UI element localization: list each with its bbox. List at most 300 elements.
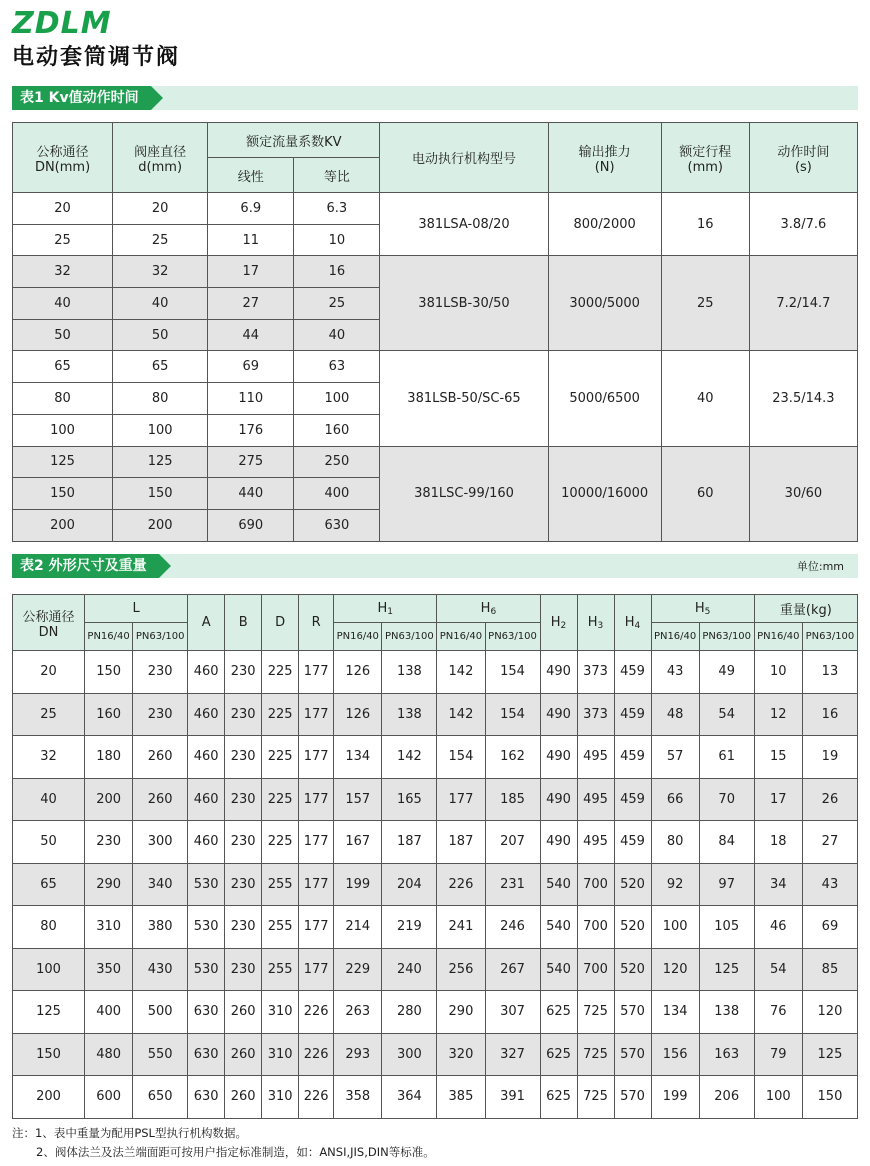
table-cell: 520 [614, 863, 651, 906]
header-time: 动作时间 (s) [749, 123, 857, 193]
table-cell: 125 [699, 948, 754, 991]
table-cell: 15 [754, 736, 802, 779]
table-cell: 520 [614, 906, 651, 949]
table-cell: 230 [225, 651, 262, 694]
table-cell: 105 [699, 906, 754, 949]
group-stroke-cell: 40 [661, 351, 749, 446]
table-cell: 459 [614, 736, 651, 779]
table-cell: 18 [754, 821, 802, 864]
table-cell: 440 [208, 478, 294, 510]
table-cell: 177 [299, 651, 334, 694]
table-cell: 142 [437, 693, 485, 736]
table-cell: 154 [485, 651, 540, 694]
table-cell: 17 [754, 778, 802, 821]
table-cell: 231 [485, 863, 540, 906]
table-cell: 310 [262, 1076, 299, 1119]
table-cell: 187 [382, 821, 437, 864]
table-cell: 207 [485, 821, 540, 864]
kv-table [12, 122, 858, 542]
table-cell: 97 [699, 863, 754, 906]
table-cell: 142 [382, 736, 437, 779]
table-cell: 480 [85, 1033, 133, 1076]
table-cell: 65 [13, 351, 113, 383]
table-cell: 100 [13, 948, 85, 991]
header-D: D [262, 595, 299, 651]
table-cell: 100 [294, 383, 380, 415]
table-cell: 126 [334, 693, 382, 736]
group-thrust-cell: 3000/5000 [548, 256, 661, 351]
table-cell: 530 [188, 863, 225, 906]
table-cell: 320 [437, 1033, 485, 1076]
table-cell: 200 [13, 509, 113, 541]
table-cell: 275 [208, 446, 294, 478]
table-cell: 226 [299, 991, 334, 1034]
group-actuator-cell: 381LSA-08/20 [380, 193, 548, 256]
table-cell: 459 [614, 821, 651, 864]
table-cell: 20 [13, 651, 85, 694]
table-cell: 177 [299, 693, 334, 736]
table-cell: 150 [802, 1076, 857, 1119]
table-cell: 380 [133, 906, 188, 949]
table-cell: 690 [208, 509, 294, 541]
header-linear: 线性 [208, 158, 294, 193]
table-cell: 100 [651, 906, 699, 949]
page-title: 电动套筒调节阀 [12, 45, 181, 70]
table-cell: 57 [651, 736, 699, 779]
table-cell: 267 [485, 948, 540, 991]
table-cell: 290 [437, 991, 485, 1034]
table-cell: 630 [294, 509, 380, 541]
table-cell: 80 [13, 906, 85, 949]
header-kv: 额定流量系数KV [208, 123, 380, 158]
table-cell: 66 [651, 778, 699, 821]
table-cell: 540 [540, 863, 577, 906]
table-cell: 177 [299, 821, 334, 864]
table-row [13, 351, 858, 383]
table-cell: 240 [382, 948, 437, 991]
table-cell: 25 [294, 288, 380, 320]
table-cell: 230 [225, 821, 262, 864]
table-cell: 163 [699, 1033, 754, 1076]
table-cell: 255 [262, 863, 299, 906]
table-cell: 230 [85, 821, 133, 864]
table-cell: 20 [13, 193, 113, 225]
header-R: R [299, 595, 334, 651]
header-actuator: 电动执行机构型号 [380, 123, 548, 193]
table-cell: 260 [225, 1076, 262, 1119]
table-cell: 16 [294, 256, 380, 288]
table-cell: 625 [540, 1033, 577, 1076]
group-time-cell: 3.8/7.6 [749, 193, 857, 256]
table-cell: 230 [225, 736, 262, 779]
table-cell: 229 [334, 948, 382, 991]
table-cell: 459 [614, 778, 651, 821]
table-cell: 69 [208, 351, 294, 383]
table-cell: 26 [802, 778, 857, 821]
table-cell: 630 [188, 991, 225, 1034]
table-cell: 460 [188, 821, 225, 864]
table-cell: 12 [754, 693, 802, 736]
table-cell: 69 [802, 906, 857, 949]
table-cell: 225 [262, 736, 299, 779]
table-cell: 180 [85, 736, 133, 779]
note-line-1: 注：1、表中重量为配用PSL型执行机构数据。 [12, 1126, 247, 1140]
table-cell: 70 [699, 778, 754, 821]
table-cell: 134 [334, 736, 382, 779]
table-cell: 27 [208, 288, 294, 320]
table-cell: 61 [699, 736, 754, 779]
table-cell: 725 [577, 991, 614, 1034]
table-row [13, 821, 858, 864]
table-cell: 50 [13, 821, 85, 864]
header-B: B [225, 595, 262, 651]
header-A: A [188, 595, 225, 651]
table-cell: 6.3 [294, 193, 380, 225]
table-cell: 43 [651, 651, 699, 694]
table-cell: 200 [85, 778, 133, 821]
table-cell: 80 [113, 383, 208, 415]
table-cell: 167 [334, 821, 382, 864]
table-cell: 44 [208, 319, 294, 351]
table-cell: 327 [485, 1033, 540, 1076]
table-row [13, 1033, 858, 1076]
header-H5-pn63100: PN63/100 [699, 623, 754, 651]
table-cell: 32 [13, 736, 85, 779]
table-cell: 530 [188, 948, 225, 991]
table-cell: 260 [133, 778, 188, 821]
group-actuator-cell: 381LSC-99/160 [380, 446, 548, 541]
table-cell: 340 [133, 863, 188, 906]
table-cell: 125 [802, 1033, 857, 1076]
table-cell: 520 [614, 948, 651, 991]
table-cell: 540 [540, 906, 577, 949]
table-cell: 495 [577, 778, 614, 821]
section-bar-table2 [12, 554, 858, 578]
group-time-cell: 30/60 [749, 446, 857, 541]
table-cell: 6.9 [208, 193, 294, 225]
header-weight-pn63100: PN63/100 [802, 623, 857, 651]
table-cell: 310 [262, 1033, 299, 1076]
table-cell: 49 [699, 651, 754, 694]
table-cell: 34 [754, 863, 802, 906]
table-cell: 246 [485, 906, 540, 949]
table-cell: 187 [437, 821, 485, 864]
table-cell: 230 [225, 906, 262, 949]
table-cell: 206 [699, 1076, 754, 1119]
table-cell: 310 [262, 991, 299, 1034]
header-H1-pn1640: PN16/40 [334, 623, 382, 651]
table-cell: 150 [85, 651, 133, 694]
table-cell: 27 [802, 821, 857, 864]
table-cell: 54 [699, 693, 754, 736]
table-cell: 260 [225, 1033, 262, 1076]
table-cell: 307 [485, 991, 540, 1034]
header-H3: $H_3$ [577, 595, 614, 651]
table-cell: 430 [133, 948, 188, 991]
unit-label: 单位:mm [796, 560, 844, 573]
table-cell: 80 [13, 383, 113, 415]
header-H4: $H_4$ [614, 595, 651, 651]
table-cell: 630 [188, 1076, 225, 1119]
table-cell: 142 [437, 651, 485, 694]
table-cell: 176 [208, 414, 294, 446]
table-cell: 25 [113, 224, 208, 256]
table-cell: 225 [262, 693, 299, 736]
section-bar-table1 [12, 86, 858, 110]
brand-logo: ZDLM [12, 6, 112, 41]
table-cell: 204 [382, 863, 437, 906]
table-cell: 65 [113, 351, 208, 383]
table-cell: 725 [577, 1076, 614, 1119]
table-cell: 625 [540, 1076, 577, 1119]
table-cell: 490 [540, 651, 577, 694]
header-H6: $H_6$ [437, 595, 540, 623]
table-cell: 126 [334, 651, 382, 694]
table-cell: 230 [225, 778, 262, 821]
table-cell: 125 [13, 991, 85, 1034]
table-cell: 459 [614, 693, 651, 736]
table-cell: 11 [208, 224, 294, 256]
table-cell: 230 [133, 693, 188, 736]
table-cell: 650 [133, 1076, 188, 1119]
table-cell: 225 [262, 778, 299, 821]
header-weight: 重量(kg) [754, 595, 857, 623]
table-cell: 256 [437, 948, 485, 991]
header-L-pn1640: PN16/40 [85, 623, 133, 651]
table-cell: 495 [577, 736, 614, 779]
table-cell: 250 [294, 446, 380, 478]
header-H5-pn1640: PN16/40 [651, 623, 699, 651]
header-seat: 阀座直径 d(mm) [113, 123, 208, 193]
header-equal: 等比 [294, 158, 380, 193]
table-cell: 50 [113, 319, 208, 351]
group-time-cell: 7.2/14.7 [749, 256, 857, 351]
header-dn: 公称通径 DN [13, 595, 85, 651]
table-cell: 125 [113, 446, 208, 478]
table-cell: 177 [299, 778, 334, 821]
table-cell: 500 [133, 991, 188, 1034]
table-cell: 25 [13, 224, 113, 256]
header-L: L [85, 595, 188, 623]
table-cell: 120 [651, 948, 699, 991]
table-cell: 177 [299, 906, 334, 949]
table-cell: 230 [225, 948, 262, 991]
table-row [13, 651, 858, 694]
table-row [13, 256, 858, 288]
table-cell: 32 [13, 256, 113, 288]
table-cell: 400 [85, 991, 133, 1034]
table-cell: 65 [13, 863, 85, 906]
table-cell: 263 [334, 991, 382, 1034]
table-cell: 120 [802, 991, 857, 1034]
table-cell: 391 [485, 1076, 540, 1119]
table-cell: 100 [754, 1076, 802, 1119]
table-cell: 570 [614, 1076, 651, 1119]
group-thrust-cell: 800/2000 [548, 193, 661, 256]
table-cell: 540 [540, 948, 577, 991]
table-cell: 63 [294, 351, 380, 383]
header-H6-pn1640: PN16/40 [437, 623, 485, 651]
table-cell: 358 [334, 1076, 382, 1119]
table-cell: 199 [334, 863, 382, 906]
table-cell: 700 [577, 906, 614, 949]
table-cell: 110 [208, 383, 294, 415]
table-cell: 460 [188, 693, 225, 736]
table-cell: 310 [85, 906, 133, 949]
table-row [13, 446, 858, 478]
table-cell: 17 [208, 256, 294, 288]
table-cell: 225 [262, 821, 299, 864]
table-cell: 490 [540, 693, 577, 736]
table-cell: 10 [754, 651, 802, 694]
table-cell: 200 [113, 509, 208, 541]
table-cell: 630 [188, 1033, 225, 1076]
table-cell: 79 [754, 1033, 802, 1076]
notes [12, 1124, 435, 1162]
table-cell: 100 [13, 414, 113, 446]
table-cell: 43 [802, 863, 857, 906]
table-cell: 177 [299, 863, 334, 906]
table-cell: 230 [225, 863, 262, 906]
table-cell: 177 [437, 778, 485, 821]
table-cell: 600 [85, 1076, 133, 1119]
table-cell: 230 [133, 651, 188, 694]
table-cell: 300 [133, 821, 188, 864]
table-cell: 260 [133, 736, 188, 779]
table-cell: 13 [802, 651, 857, 694]
table-cell: 495 [577, 821, 614, 864]
group-stroke-cell: 16 [661, 193, 749, 256]
table-cell: 54 [754, 948, 802, 991]
table-cell: 32 [113, 256, 208, 288]
header-stroke: 额定行程 (mm) [661, 123, 749, 193]
group-actuator-cell: 381LSB-50/SC-65 [380, 351, 548, 446]
table-cell: 46 [754, 906, 802, 949]
table-cell: 92 [651, 863, 699, 906]
table-cell: 700 [577, 863, 614, 906]
table-cell: 459 [614, 651, 651, 694]
table-cell: 725 [577, 1033, 614, 1076]
table-cell: 290 [85, 863, 133, 906]
table-cell: 185 [485, 778, 540, 821]
group-stroke-cell: 25 [661, 256, 749, 351]
table-row [13, 693, 858, 736]
table-cell: 400 [294, 478, 380, 510]
table-cell: 260 [225, 991, 262, 1034]
table-cell: 150 [113, 478, 208, 510]
header-weight-pn1640: PN16/40 [754, 623, 802, 651]
table-cell: 490 [540, 736, 577, 779]
table-cell: 373 [577, 651, 614, 694]
table-cell: 550 [133, 1033, 188, 1076]
table-cell: 373 [577, 693, 614, 736]
table-cell: 255 [262, 906, 299, 949]
table-cell: 350 [85, 948, 133, 991]
table-cell: 20 [113, 193, 208, 225]
table-cell: 50 [13, 319, 113, 351]
table-cell: 177 [299, 948, 334, 991]
header-H5: $H_5$ [651, 595, 754, 623]
table-cell: 385 [437, 1076, 485, 1119]
table-cell: 460 [188, 651, 225, 694]
section-label-table2: 表2 外形尺寸及重量 [12, 554, 159, 578]
table-cell: 293 [334, 1033, 382, 1076]
table-cell: 85 [802, 948, 857, 991]
table-cell: 154 [437, 736, 485, 779]
header-dn: 公称通径 DN(mm) [13, 123, 113, 193]
table-cell: 157 [334, 778, 382, 821]
table-cell: 48 [651, 693, 699, 736]
table-cell: 199 [651, 1076, 699, 1119]
table-cell: 165 [382, 778, 437, 821]
table-cell: 160 [85, 693, 133, 736]
group-stroke-cell: 60 [661, 446, 749, 541]
table-cell: 154 [485, 693, 540, 736]
table-cell: 16 [802, 693, 857, 736]
table-cell: 490 [540, 778, 577, 821]
table-cell: 226 [437, 863, 485, 906]
table-cell: 84 [699, 821, 754, 864]
table-cell: 241 [437, 906, 485, 949]
table-row [13, 948, 858, 991]
table-cell: 226 [299, 1076, 334, 1119]
table-cell: 490 [540, 821, 577, 864]
table-cell: 700 [577, 948, 614, 991]
table-cell: 300 [382, 1033, 437, 1076]
note-line-2: 2、阀体法兰及法兰端面距可按用户指定标准制造，如：ANSI,JIS,DIN等标准。 [36, 1145, 435, 1159]
table-cell: 138 [382, 651, 437, 694]
header-thrust: 输出推力 (N) [548, 123, 661, 193]
header-L-pn63100: PN63/100 [133, 623, 188, 651]
table-cell: 40 [113, 288, 208, 320]
table-cell: 225 [262, 651, 299, 694]
table-cell: 230 [225, 693, 262, 736]
table-cell: 214 [334, 906, 382, 949]
table-cell: 200 [13, 1076, 85, 1119]
table-cell: 364 [382, 1076, 437, 1119]
table-cell: 40 [13, 288, 113, 320]
table-row [13, 736, 858, 779]
group-actuator-cell: 381LSB-30/50 [380, 256, 548, 351]
table-row [13, 193, 858, 225]
table-cell: 625 [540, 991, 577, 1034]
table-row [13, 906, 858, 949]
header-H6-pn63100: PN63/100 [485, 623, 540, 651]
table-row [13, 991, 858, 1034]
table-cell: 40 [294, 319, 380, 351]
table-cell: 19 [802, 736, 857, 779]
table-cell: 280 [382, 991, 437, 1034]
header-H1: $H_1$ [334, 595, 437, 623]
table-cell: 570 [614, 1033, 651, 1076]
table-row [13, 863, 858, 906]
table-cell: 150 [13, 478, 113, 510]
table-cell: 138 [382, 693, 437, 736]
table-cell: 80 [651, 821, 699, 864]
table-cell: 530 [188, 906, 225, 949]
table-cell: 162 [485, 736, 540, 779]
table-cell: 160 [294, 414, 380, 446]
group-thrust-cell: 10000/16000 [548, 446, 661, 541]
table-cell: 134 [651, 991, 699, 1034]
table-cell: 100 [113, 414, 208, 446]
table-cell: 219 [382, 906, 437, 949]
table-cell: 255 [262, 948, 299, 991]
group-time-cell: 23.5/14.3 [749, 351, 857, 446]
section-label-table1: 表1 Kv值动作时间 [12, 86, 151, 110]
table-cell: 177 [299, 736, 334, 779]
table-cell: 156 [651, 1033, 699, 1076]
